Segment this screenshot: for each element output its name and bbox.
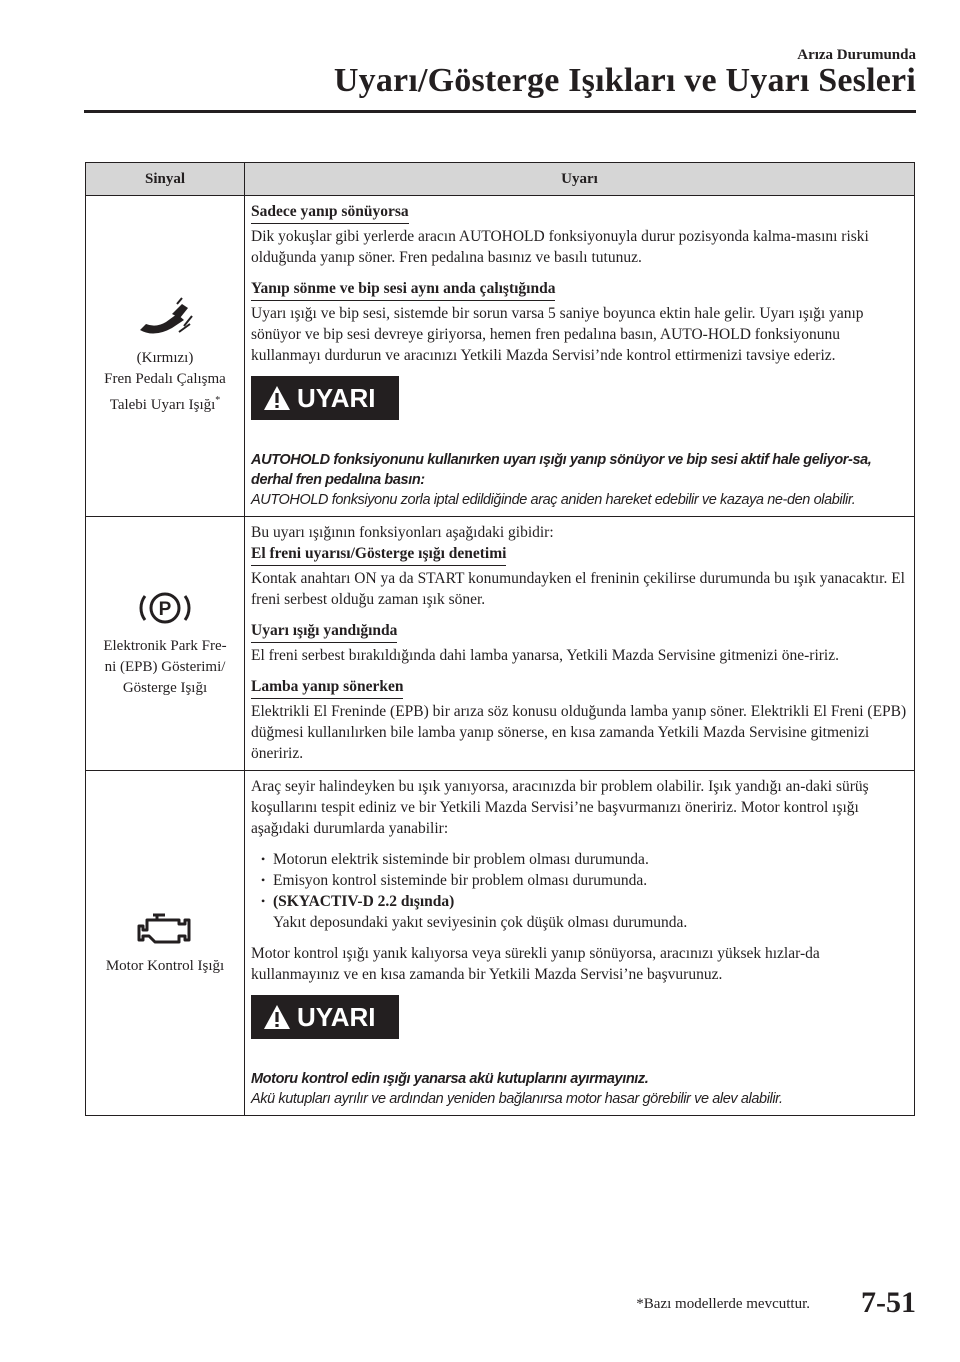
page-number: 7-51 (861, 1286, 916, 1319)
page-title: Uyarı/Gösterge Işıkları ve Uyarı Sesleri (333, 62, 916, 99)
warning-cell (245, 196, 915, 517)
list-item (261, 891, 908, 933)
warning-text: AUTOHOLD fonksiyonu zorla iptal edildiğinde araç aniden hareket edebilir ve kazaya ne-den olabilir. (251, 492, 856, 508)
column-header-warning: Uyarı (245, 163, 915, 196)
warning-bold-text: Motoru kontrol edin ışığı yanarsa akü kutuplarını ayırmayınız. (251, 1071, 649, 1087)
parking-letter: P (158, 599, 172, 620)
column-header-signal: Sinyal (86, 163, 245, 196)
signal-label-line: Elektronik Park Fre- (103, 638, 227, 654)
signal-label-line: Talebi Uyarı Işığı* (109, 395, 221, 413)
signal-label-line: (Kırmızı) (136, 350, 194, 366)
warning-lights-table (85, 162, 915, 1116)
warning-triangle-icon (263, 1004, 291, 1030)
subheading: Yanıp sönme ve bip sesi aynı anda çalıştığında (251, 278, 555, 301)
warning-badge (251, 995, 399, 1039)
paragraph: Bu uyarı ışığının fonksiyonları aşağıdaki gibidir: (251, 524, 554, 541)
list-item-text: Yakıt deposundaki yakıt seviyesinin çok düşük olması durumunda. (273, 914, 688, 931)
list-item-heading: • (SKYACTIV-D 2.2 dışında) (273, 893, 455, 910)
warning-badge (251, 376, 399, 420)
table-row (86, 517, 915, 771)
paragraph: Araç seyir halindeyken bu ışık yanıyorsa, aracınızda bir problem olabilir. Işık yandığı an-daki sürüş koşullarını tespit ediniz ve bir Yetkili Mazda Servisi’ne başvurmanızı öneririz. Motor kontrol ışığı aşağıdaki durumlarda yanabilir: (251, 778, 869, 837)
paragraph: Dik yokuşlar gibi yerlerde aracın AUTOHOLD fonksiyonuyla durur pozisyonda kalma-masını riski olduğunda yanıp söner. Fren pedalına basınız ve basılı tutunuz. (251, 228, 869, 266)
warning-label: UYARI (297, 382, 376, 413)
signal-cell (86, 196, 245, 517)
signal-label-line: Gösterge Işığı (122, 680, 208, 696)
footnote: *Bazı modellerde mevcuttur. (636, 1296, 810, 1312)
subheading: Uyarı ışığı yandığında (251, 620, 397, 643)
table-header-row (86, 163, 915, 196)
list-item: • Motorun elektrik sisteminde bir problem olması durumunda. (261, 849, 908, 870)
table-row (86, 771, 915, 1116)
warning-label: UYARI (297, 1001, 376, 1032)
warning-triangle-icon (263, 385, 291, 411)
paragraph: Elektrikli El Freninde (EPB) bir arıza söz konusu olduğunda lamba yanıp söner. Elektrikli El Freni (EPB) düğmesi kullanılırken bile lamba yanıp sönerse, en kısa zamanda Yetkili Mazda Servisine gitmenizi öneririz. (251, 703, 907, 762)
section-title: Arıza Durumunda (797, 47, 916, 63)
warning-cell (245, 771, 915, 1116)
paragraph: Kontak anahtarı ON ya da START konumundayken el freninin çekilirse durumunda bu ışık yanacaktır. El freni serbest olduğu zaman ışık söner. (251, 570, 905, 608)
subheading: Lamba yanıp sönerken (251, 676, 403, 699)
subheading: Sadece yanıp sönüyorsa (251, 201, 409, 224)
warning-bold-text: AUTOHOLD fonksiyonunu kullanırken uyarı ışığı yanıp sönüyor ve bip sesi aktif hale geliyor-sa, derhal fren pedalına basın: (251, 452, 872, 488)
brake-pedal-icon (132, 296, 198, 340)
signal-label-line: ni (EPB) Gösterimi/ (104, 659, 226, 675)
condition-list (251, 849, 908, 933)
warning-cell (245, 517, 915, 771)
header-rule (84, 110, 916, 113)
paragraph: El freni serbest bırakıldığında dahi lamba yanarsa, Yetkili Mazda Servisine gitmenizi öne-ririz. (251, 647, 839, 664)
table-row (86, 196, 915, 517)
signal-cell (86, 517, 245, 771)
paragraph: Uyarı ışığı ve bip sesi, sistemde bir sorun varsa 5 saniye boyunca ektin hale gelir. Uyarı ışığı yanıp sönüyor ve bip sesi devreye giriyorsa, hemen fren pedalına basın, AUTO-HOLD fonksiyonunu kullanmayı durdurun ve aracınızı Yetkili Mazda Servisi’nde kontrol ettirmenizi tavsiye ederiz. (251, 305, 864, 364)
footnote-mark: * (215, 395, 221, 406)
warning-text: Akü kutupları ayrılır ve ardından yeniden bağlanırsa motor hasar görebilir ve alev alabilir. (251, 1091, 783, 1107)
signal-label-line: Motor Kontrol Işığı (105, 957, 225, 974)
signal-cell (86, 771, 245, 1116)
signal-label-line: Fren Pedalı Çalışma (104, 371, 226, 387)
engine-icon (135, 910, 195, 948)
parking-brake-icon (135, 588, 195, 628)
paragraph: Motor kontrol ışığı yanık kalıyorsa veya sürekli yanıp sönüyorsa, aracınızı yüksek hızlar-da kullanmayınız ve en kısa zamanda bir Yetkili Mazda Servisi’ne başvurunuz. (251, 945, 820, 983)
list-item: • Emisyon kontrol sisteminde bir problem olması durumunda. (261, 870, 908, 891)
subheading: El freni uyarısı/Gösterge ışığı denetimi (251, 543, 506, 566)
